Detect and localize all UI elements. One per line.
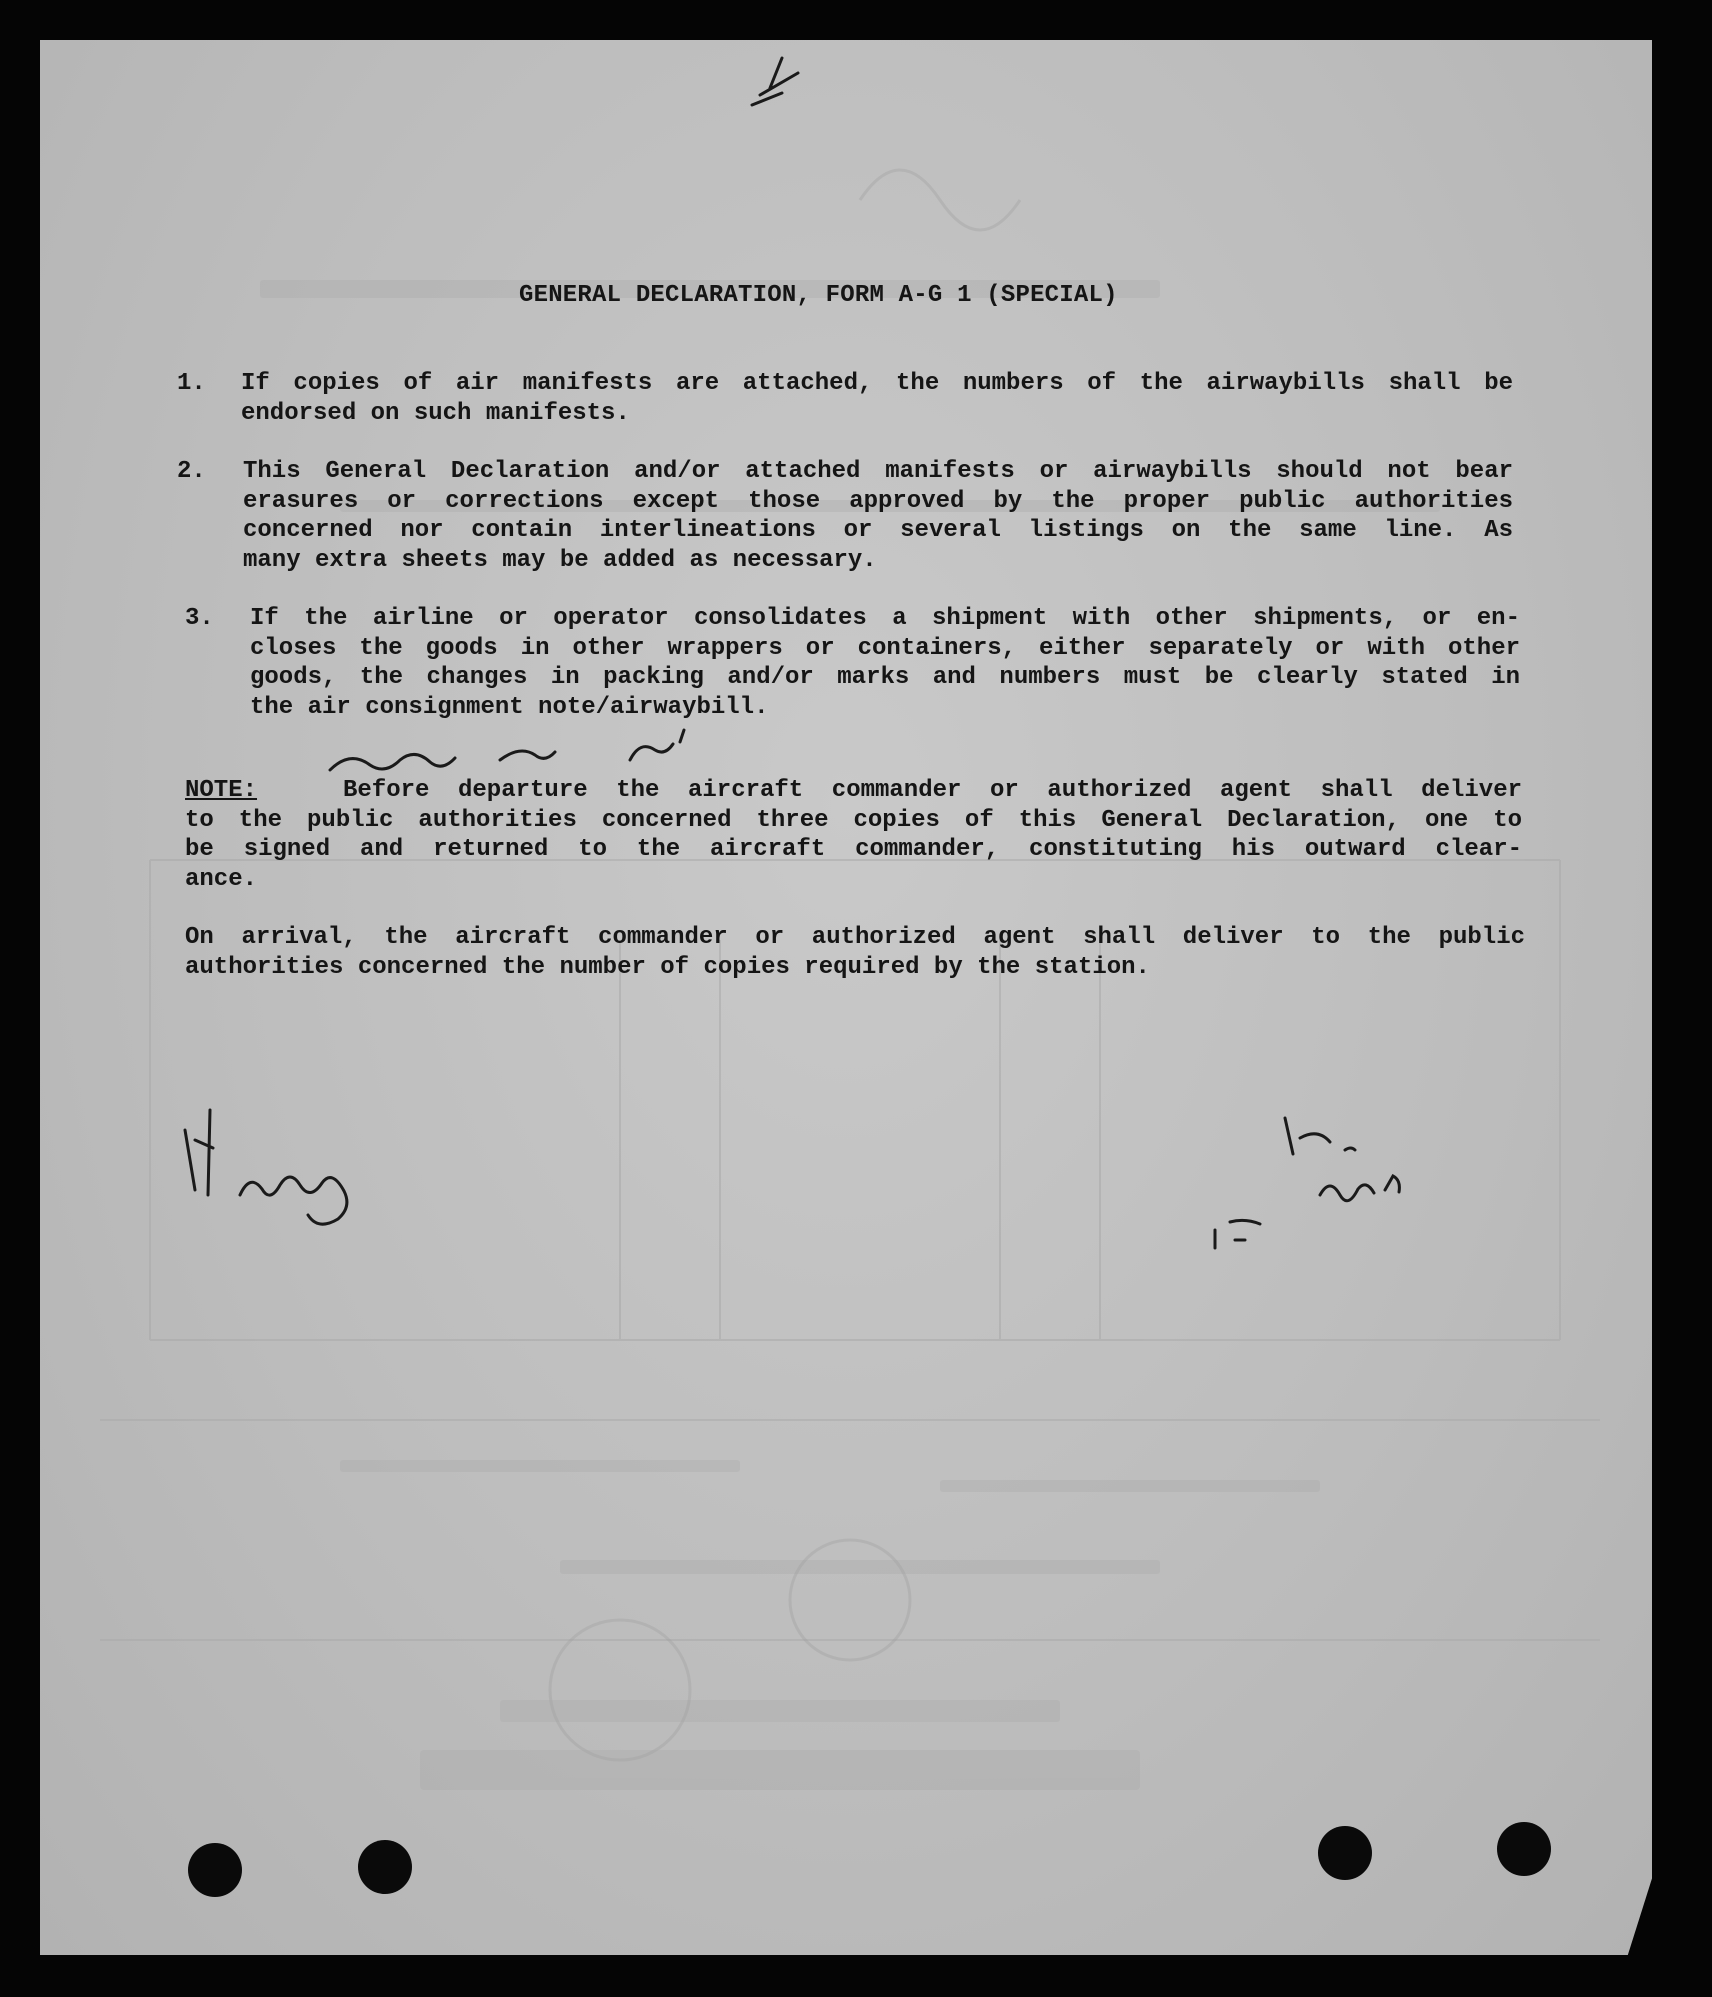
item-line: This General Declaration and/or attached manifests or airwaybills should not bear [243, 458, 1513, 485]
punch-hole-1 [188, 1843, 242, 1897]
item-line: erasures or corrections except those approved by the proper public authorities [243, 487, 1513, 515]
item-line: the air consignment note/airwaybill. [250, 693, 769, 721]
arrival-paragraph [185, 923, 1525, 982]
note-line: to the public authorities concerned three copies of this General Declaration, one to [185, 806, 1522, 834]
arrival-line: On arrival, the aircraft commander or authorized agent shall deliver to the public [185, 924, 1525, 951]
item-number: 3. [185, 605, 214, 632]
arrival-line: authorities concerned the number of copies required by the station. [185, 953, 1150, 981]
note-label: NOTE: [185, 777, 258, 804]
note-line: ance. [185, 865, 258, 893]
item-line: goods, the changes in packing and/or marks and numbers must be clearly stated in [250, 664, 1520, 691]
punch-hole-2 [358, 1840, 412, 1894]
show-through-ghost [40, 40, 1652, 1955]
item-line: If copies of air manifests are attached, the numbers of the airwaybills shall be [241, 370, 1513, 397]
item-text [241, 369, 1513, 428]
item-number: 2. [177, 458, 206, 485]
item-text [243, 457, 1513, 575]
item-line: endorsed on such manifests. [241, 399, 630, 427]
item-line: many extra sheets may be added as necessary. [243, 546, 877, 574]
punch-hole-3 [1318, 1826, 1372, 1880]
document-title: GENERAL DECLARATION, FORM A-G 1 (SPECIAL) [519, 282, 1118, 309]
item-number: 1. [177, 370, 206, 397]
item-line: If the airline or operator consolidates a shipment with other shipments, or en- [250, 605, 1520, 632]
punch-hole-4 [1497, 1822, 1551, 1876]
note-line: Before departure the aircraft commander or authorized agent shall deliver [343, 777, 1522, 804]
document-page [40, 40, 1652, 1955]
item-text [250, 604, 1520, 722]
note-line: be signed and returned to the aircraft commander, constituting his outward clear- [185, 836, 1522, 863]
item-line: concerned nor contain interlineations or several listings on the same line. As [243, 517, 1513, 544]
note-body [185, 776, 1522, 894]
item-line: closes the goods in other wrappers or containers, either separately or with other [250, 634, 1520, 662]
